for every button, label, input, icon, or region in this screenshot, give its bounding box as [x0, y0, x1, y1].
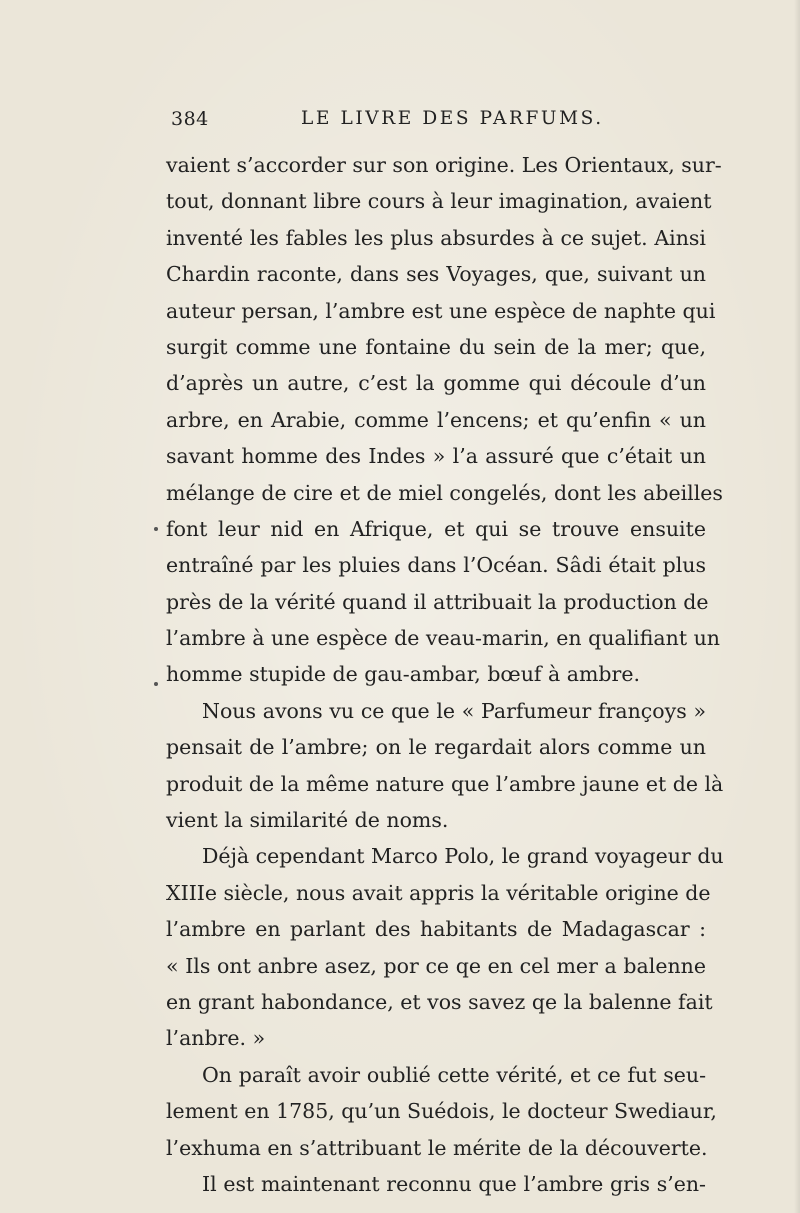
text-line: en grant habondance, et vos savez qe la balenne fait: [166, 989, 713, 1014]
text-line: surgit comme une fontaine du sein de la mer; que,: [166, 334, 706, 359]
text-line: d’après un autre, c’est la gomme qui découle d’un: [166, 371, 706, 396]
text-line: homme stupide de gau-ambar, bœuf à ambre.: [166, 662, 640, 687]
text-line: mélange de cire et de miel congelés, dont les abeilles: [166, 480, 723, 505]
text-line: tout, donnant libre cours à leur imagination, avaient: [166, 189, 712, 214]
text-line: savant homme des Indes » l’a assuré que c’était un: [166, 444, 706, 469]
text-line: Nous avons vu ce que le « Parfumeur françoys »: [202, 698, 706, 723]
text-line: Chardin raconte, dans ses Voyages, que, suivant un: [166, 262, 706, 287]
text-line: l’exhuma en s’attribuant le mérite de la découverte.: [166, 1135, 708, 1160]
text-line: l’ambre à une espèce de veau-marin, en qualifiant un: [166, 626, 720, 651]
text-line: l’ambre en parlant des habitants de Madagascar :: [166, 917, 706, 942]
text-line: arbre, en Arabie, comme l’encens; et qu’enfin « un: [166, 407, 706, 432]
text-line: vient la similarité de noms.: [166, 808, 449, 833]
text-line: auteur persan, l’ambre est une espèce de naphte qui: [166, 298, 716, 323]
text-line: inventé les fables les plus absurdes à ce sujet. Ainsi: [166, 225, 706, 250]
text-line: lement en 1785, qu’un Suédois, le docteur Swediaur,: [166, 1099, 717, 1124]
text-line: « Ils ont anbre asez, por ce qe en cel mer a balenne: [166, 953, 706, 978]
page-edge-shadow: [794, 0, 800, 1213]
running-title: LE LIVRE DES PARFUMS.: [301, 108, 604, 129]
text-line: vaient s’accorder sur son origine. Les Orientaux, sur-: [166, 153, 722, 177]
margin-dot: [154, 527, 158, 531]
text-line: XIIIe siècle, nous avait appris la véritable origine de: [166, 880, 711, 905]
text-line: font leur nid en Afrique, et qui se trouve ensuite: [166, 516, 706, 541]
margin-dot: [154, 682, 158, 686]
text-line: On paraît avoir oublié cette vérité, et ce fut seu-: [202, 1062, 706, 1087]
text-line: entraîné par les pluies dans l’Océan. Sâdi était plus: [166, 553, 706, 578]
page-header: [171, 108, 711, 138]
text-line: Déjà cependant Marco Polo, le grand voyageur du: [202, 844, 724, 869]
page-number: 384: [171, 108, 209, 130]
text-line: Il est maintenant reconnu que l’ambre gris s’en-: [202, 1171, 706, 1196]
body-text: [166, 147, 724, 1202]
text-line: l’anbre. »: [166, 1026, 266, 1051]
text-line: près de la vérité quand il attribuait la production de: [166, 589, 709, 614]
text-line: pensait de l’ambre; on le regardait alors comme un: [166, 735, 706, 760]
text-line: produit de la même nature que l’ambre jaune et de là: [166, 771, 724, 796]
